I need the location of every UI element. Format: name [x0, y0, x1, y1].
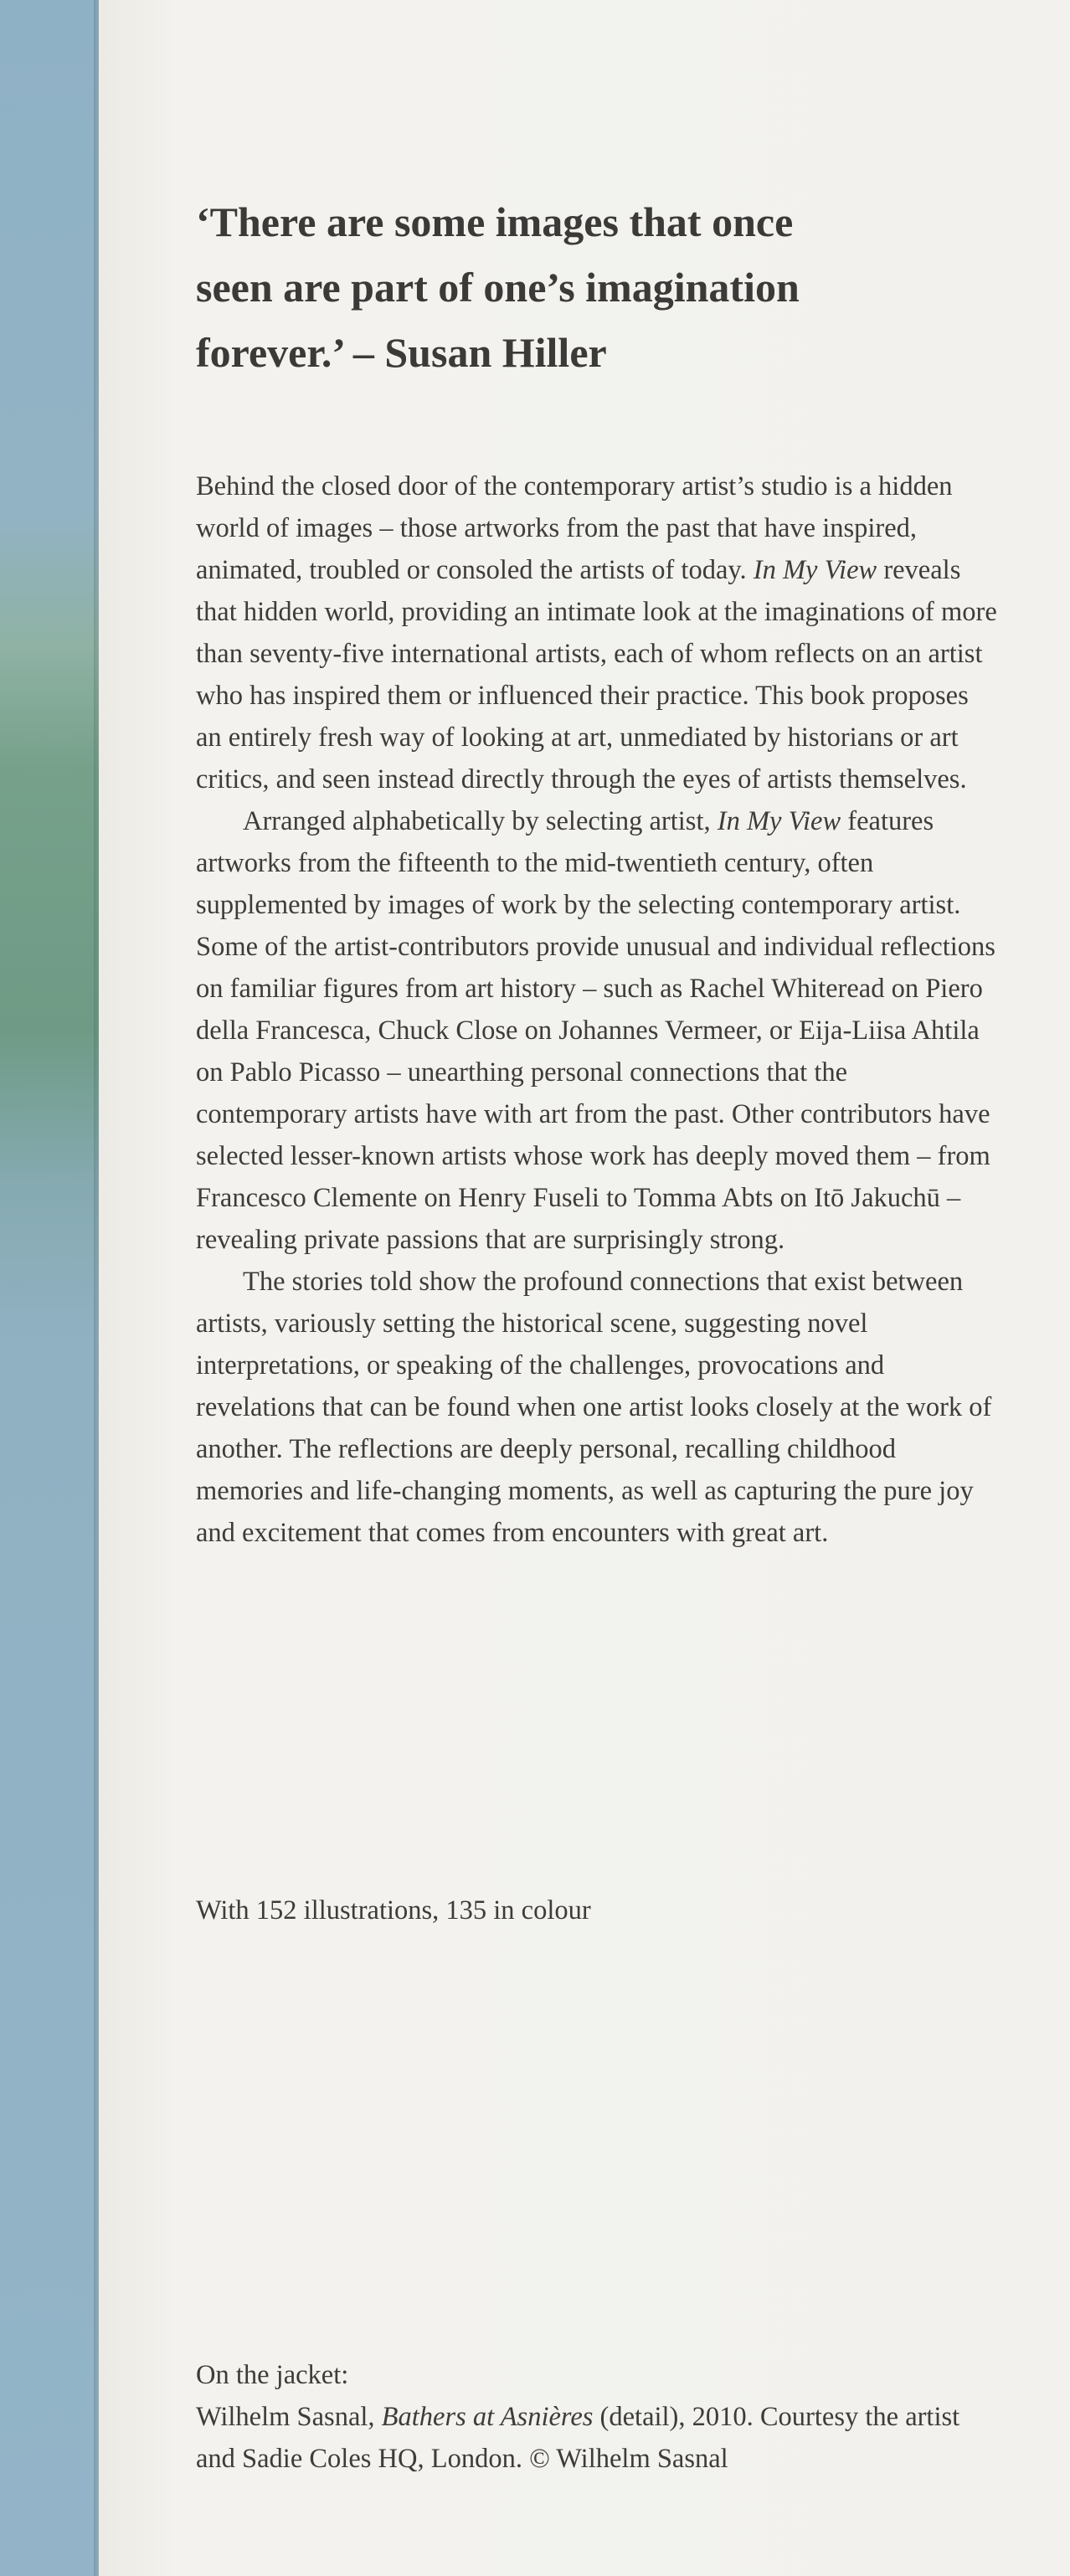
blurb-p1-text-b: reveals that hidden world, providing an intimate look at the imaginations of more than seventy-five international artists, each of whom reflects on an artist who has inspired them or influenced their practice. This book proposes an entirely fresh way of looking at art, unmediated by historians or art critics, and seen instead directly through the eyes of artists themselves. [196, 555, 997, 794]
credit-rest: (detail), 2010. Courtesy the artist and Sadie Coles HQ, London. © Wilhelm Sasnal [196, 2402, 960, 2474]
credit-heading: On the jacket: [196, 2360, 349, 2390]
credit-artist: Wilhelm Sasnal, [196, 2402, 382, 2432]
blurb-paragraph-2 [196, 800, 1000, 1261]
cover-spine-strip [0, 0, 99, 2576]
blurb-paragraph-1 [196, 465, 1000, 800]
book-title-italic: In My View [753, 555, 877, 585]
book-title-italic: In My View [717, 806, 841, 836]
blurb-p2-text-b: features artworks from the fifteenth to the mid-twentieth century, often supplemented by images of work by the selecting contemporary artist. Some of the artist-contributors provide unusual and individual reflections on familiar figures from art history – such as Rachel Whiteread on Piero della Francesca, Chuck Close on Johannes Vermeer, or Eija-Liisa Ahtila on Pablo Picasso – unearthing personal connections that the contemporary artists have with art from the past. Other contributors have selected lesser-known artists whose work has deeply moved them – from Francesco Clemente on Henry Fuseli to Tomma Abts on Itō Jakuchū – revealing private passions that are surprisingly strong. [196, 806, 995, 1255]
blurb-body [196, 465, 1000, 1554]
quote-line-2: seen are part of one’s imagination [196, 264, 800, 311]
quote-line-1: ‘There are some images that once [196, 198, 794, 245]
blurb-p2-text-a: Arranged alphabetically by selecting artist, [243, 806, 718, 836]
epigraph-quote [196, 189, 1000, 385]
blurb-p1-text-a: Behind the closed door of the contemporary artist’s studio is a hidden world of images – those artworks from the past that have inspired, animated, troubled or consoled the artists of today. [196, 471, 953, 585]
blurb-paragraph-3: The stories told show the profound connections that exist between artists, variously setting the historical scene, suggesting novel interpretations, or speaking of the challenges, provocations and revelations that can be found when one artist looks closely at the work of another. The reflections are deeply personal, recalling childhood memories and life-changing moments, as well as capturing the pure joy and excitement that comes from encounters with great art. [196, 1267, 992, 1548]
credit-work-title: Bathers at Asnières [381, 2402, 594, 2432]
spine-shadow-edge [94, 0, 100, 2576]
jacket-credit [196, 2354, 1000, 2480]
quote-line-3: forever.’ – Susan Hiller [196, 329, 607, 376]
illustrations-note: With 152 illustrations, 135 in colour [196, 1895, 591, 1926]
